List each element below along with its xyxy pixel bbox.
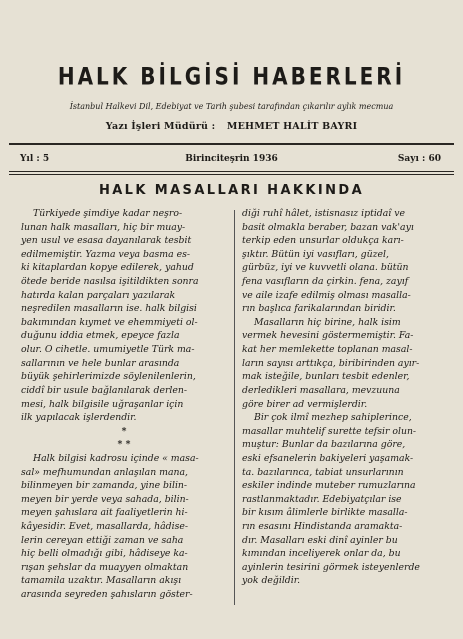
text-line: sal» mefhumundan anlaşılan mana, xyxy=(21,466,188,478)
text-line: ta. bazılarınca, tabiat unsurlarının xyxy=(242,466,404,478)
text-line: hatırda kalan parçaları yazılarak xyxy=(21,289,176,301)
text-line: diği ruhî hâlet, istisnasız iptidaî ve xyxy=(242,208,405,219)
text-line: bir kısım âlimlerle birlikte masalla- xyxy=(242,507,408,519)
bottom-rule xyxy=(9,171,454,172)
text-line: Halk bilgisi kadrosu içinde « masa- xyxy=(33,452,199,464)
right-column xyxy=(242,207,450,588)
text-line: fena vasıfların da çirkin. fena, zayıf xyxy=(242,276,409,288)
text-line: duğunu iddia etmek, epeyce fazla xyxy=(21,330,180,342)
text-line: Masalların hiç birine, halk isim xyxy=(254,316,401,328)
editor-name: MEHMET HALİT BAYRI xyxy=(226,121,358,132)
text-line: Bir çok ilmî mezhep sahiplerince, xyxy=(254,412,412,424)
text-line: olur. O cihetle. umumiyetle Türk ma- xyxy=(21,344,195,356)
text-line: sallarının ve hele bunlar arasında xyxy=(21,357,180,369)
text-line: lerin cereyan ettiği zaman ve saha xyxy=(21,534,184,546)
editor-label: Yazı İşleri Müdürü : xyxy=(105,121,216,132)
text-line: arasında seyreden şahısların göster- xyxy=(21,589,193,601)
text-line: ki kitaplardan kopye edilerek, yahud xyxy=(21,262,194,274)
text-line: göre birer ad vermişlerdir. xyxy=(242,398,368,410)
text-line: derledikleri masallara, mevzuuna xyxy=(242,384,400,396)
text-line: basit olmakla beraber, bazan vak'ayı xyxy=(242,221,414,233)
left-column xyxy=(21,207,227,602)
text-line: muştur: Bunlar da bazılarına göre, xyxy=(242,439,406,451)
text-line: dır. Masalları eski dinî ayinler bu xyxy=(242,534,398,546)
text-line: meyen şahıslara ait faaliyetlerin hi- xyxy=(21,507,188,519)
text-line: ların sayısı arttıkça, biribirinden ayır- xyxy=(242,357,420,369)
text-line: kâyesidir. Evet, masallarda, hâdise- xyxy=(21,521,188,533)
text-line: lunan halk masalları, hiç bir muay- xyxy=(21,221,186,233)
text-line: neşredilen masalların ise. halk bilgisi xyxy=(21,303,197,315)
issue-date: Birinciteşrin 1936 xyxy=(185,154,278,164)
text-line: rastlanmaktadır. Edebiyatçılar ise xyxy=(242,493,402,505)
text-line: vermek hevesini göstermemiştir. Fa- xyxy=(242,330,414,342)
text-line: rın esasını Hindistanda aramakta- xyxy=(242,521,403,533)
text-line: rışan şehslar da muayyen olmaktan xyxy=(21,561,189,573)
text-line: eskiler indinde muteber rumuzlarına xyxy=(242,480,416,492)
section-ornament: * xyxy=(121,425,127,437)
text-line: meyen bir yerde veya sahada, bilin- xyxy=(21,493,189,505)
text-line: edilmemiştir. Yazma veya basma es- xyxy=(21,248,190,260)
issue-year: Yıl : 5 xyxy=(20,154,50,164)
text-line: büyük şehirlerimizde söylenilenlerin, xyxy=(21,371,196,383)
magazine-subtitle: İstanbul Halkevi Dil, Edebiyat ve Tarih şubesi tarafından çıkarılır aylık mecmua xyxy=(69,102,394,111)
text-line: mesi, halk bilgisile uğraşanlar için xyxy=(21,398,184,410)
text-line: terkip eden unsurlar oldukça karı- xyxy=(242,235,404,247)
editor-line xyxy=(0,121,463,132)
text-line: ötede beride nasılsa işitildikten sonra xyxy=(21,276,199,288)
article-title: HALK MASALLARI HAKKINDA xyxy=(98,183,365,198)
text-line: şıktır. Bütün iyi vasıfları, güzel, xyxy=(242,248,389,260)
text-line: kat her memlekette toplanan masal- xyxy=(242,344,413,356)
text-line: yok değildir. xyxy=(242,575,301,587)
issue-number: Sayı : 60 xyxy=(397,154,441,164)
text-line: kımından inceliyerek onlar da, bu xyxy=(242,548,401,560)
text-line: Türkiyede şimdiye kadar neşro- xyxy=(33,208,183,219)
bottom-rule-thin xyxy=(9,174,454,175)
text-line: bilinmeyen bir zamanda, yine bilin- xyxy=(21,480,188,492)
text-line: tamamila uzaktır. Masalların akışı xyxy=(21,575,182,587)
text-line: gürbüz, iyi ve kuvvetli olana. bütün xyxy=(242,262,409,274)
text-line: ayinlerin tesirini görmek isteyenlerde xyxy=(242,561,420,573)
text-line: ilk yapılacak işlerdendir. xyxy=(21,412,137,424)
text-line: mak isteğile, bunları tesbit edenler, xyxy=(242,371,410,383)
text-line: eski efsanelerin bakiyeleri yaşamak- xyxy=(242,452,414,464)
text-line: ciddî bir usule bağlanılarak derlen- xyxy=(21,384,188,396)
magazine-title: HALK BİLGİSİ HABERLERİ xyxy=(57,61,406,91)
text-line: yen usul ve esasa dayanılarak tesbit xyxy=(21,235,192,247)
text-line: rın başlıca farikalarından biridir. xyxy=(242,303,396,315)
section-ornament: * * xyxy=(117,439,131,451)
text-line: masallar muhtelif surette tefsir olun- xyxy=(242,425,417,437)
text-line: bakımından kıymet ve ehemmiyeti ol- xyxy=(21,316,198,328)
text-line: ve aile izafe edilmiş olması masalla- xyxy=(242,289,411,301)
top-rule xyxy=(9,143,454,145)
column-divider xyxy=(234,210,235,605)
text-line: hiç belli olmadığı gibi, hâdiseye ka- xyxy=(21,548,188,560)
